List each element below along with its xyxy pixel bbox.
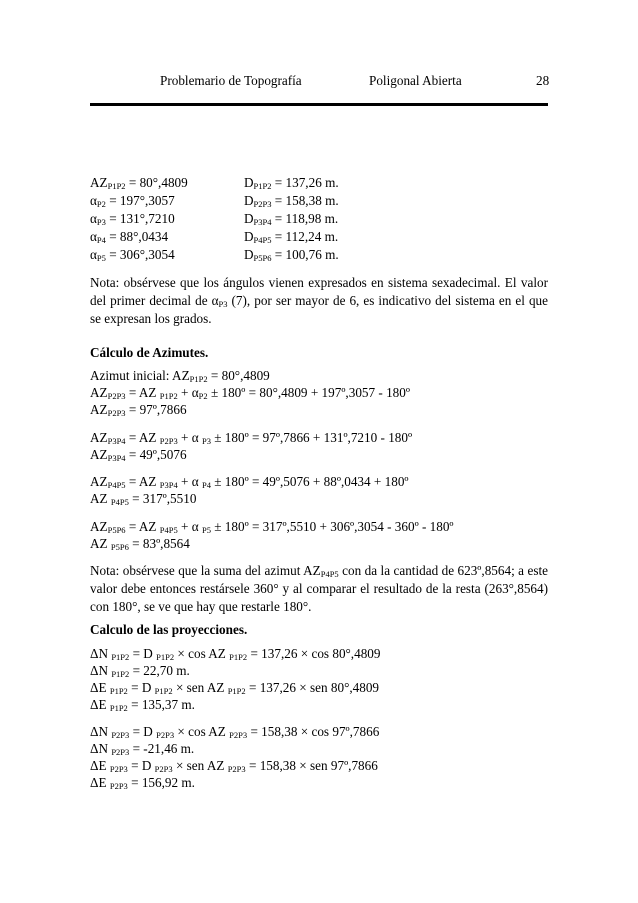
header-section: Poligonal Abierta xyxy=(369,73,462,88)
formula-line: $AZ_{P4P5}$ = AZ $_{P3P4}$ + α $_{P4}$ ± 180º = 49º,5076 + 88º,0434 + 180º xyxy=(90,474,409,490)
formula-line: ΔN $_{P1P2}$ = 22,70 m. xyxy=(90,663,190,679)
formula-line: AZ $_{P5P6}$ = 83º,8564 xyxy=(90,536,190,552)
page-number: 28 xyxy=(536,73,550,88)
formula-line: ΔN $_{P2P3}$ = D $_{P2P3}$ × cos AZ $_{P2P3}$ = 158,38 × cos 97º,7866 xyxy=(90,724,380,740)
formula-line: ΔN $_{P1P2}$ = D $_{P1P2}$ × cos AZ $_{P1P2}$ = 137,26 × cos 80°,4809 xyxy=(90,646,381,662)
formula-line: $AZ_{P3P4}$ = 49º,5076 xyxy=(90,447,187,463)
data-line: $\alpha_{P3} = 131^\circ,7210$ xyxy=(90,211,175,227)
formula-line: ΔN $_{P2P3}$ = -21,46 m. xyxy=(90,741,195,757)
data-line: $\alpha_{P4} = 88^\circ,0434$ xyxy=(90,229,169,245)
section-heading: Cálculo de Azimutes. xyxy=(90,345,209,360)
formula-line: ΔE $_{P2P3}$ = 156,92 m. xyxy=(90,775,195,791)
data-line: $\alpha_{P2} = 197^\circ,3057$ xyxy=(90,193,175,209)
formula-line: ΔE $_{P2P3}$ = D $_{P2P3}$ × sen AZ $_{P2P3}$ = 158,38 × sen 97º,7866 xyxy=(90,758,378,774)
distance-line: $D_{P5P6} = 100,76$ m. xyxy=(244,247,339,263)
formula-line: ΔE $_{P1P2}$ = 135,37 m. xyxy=(90,697,195,713)
formula-line: $AZ_{P2P3}$ = AZ $_{P1P2} + \alpha_{P2}$ ± 180º = 80°,4809 + 197º,3057 - 180º xyxy=(90,385,410,401)
formula-line: Azimut inicial: $AZ_{P1P2} = 80^\circ,4809$ xyxy=(90,368,270,384)
distance-line: $D_{P1P2} = 137,26$ m. xyxy=(244,175,339,191)
formula-line: $AZ_{P5P6}$ = AZ $_{P4P5}$ + α $_{P5}$ ± 180º = 317º,5510 + 306º,3054 - 360º - 180º xyxy=(90,519,454,535)
formula-line: $AZ_{P2P3}$ = 97º,7866 xyxy=(90,402,187,418)
distance-line: $D_{P4P5} = 112,24$ m. xyxy=(244,229,339,245)
formula-line: ΔE $_{P1P2}$ = D $_{P1P2}$ × sen AZ $_{P1P2}$ = 137,26 × sen 80°,4809 xyxy=(90,680,380,696)
note-paragraph: Nota: obsérvese que la suma del azimut $AZ_{P4P5}$ con da la cantidad de 623º,8564; a este valor debe entonces restársele 360° y al comparar el resultado de la resta (263°,8564) con 180°, se ve que hay que restarle 180°. xyxy=(90,563,548,614)
data-line: $\alpha_{P5} = 306^\circ,3054$ xyxy=(90,247,175,263)
formula-line: AZ $_{P4P5}$ = 317º,5510 xyxy=(90,491,197,507)
formula-line: $AZ_{P3P4}$ = AZ $_{P2P3}$ + α $_{P3}$ ± 180º = 97º,7866 + 131º,7210 - 180º xyxy=(90,430,413,446)
note-paragraph: Nota: obsérvese que los ángulos vienen expresados en sistema sexadecimal. El valor del primer decimal de $\alpha_{P3}$ (7), por ser mayor de 6, es indicativo del sistema en el que se expresan los grados. xyxy=(90,275,548,326)
header-title: Problemario de Topografía xyxy=(160,73,302,88)
header-rule xyxy=(90,103,548,106)
data-line: $AZ_{P1P2} = 80^\circ,4809$ xyxy=(90,175,188,191)
distance-line: $D_{P3P4} = 118,98$ m. xyxy=(244,211,339,227)
section-heading: Calculo de las proyecciones. xyxy=(90,622,248,637)
distance-line: $D_{P2P3} = 158,38$ m. xyxy=(244,193,339,209)
